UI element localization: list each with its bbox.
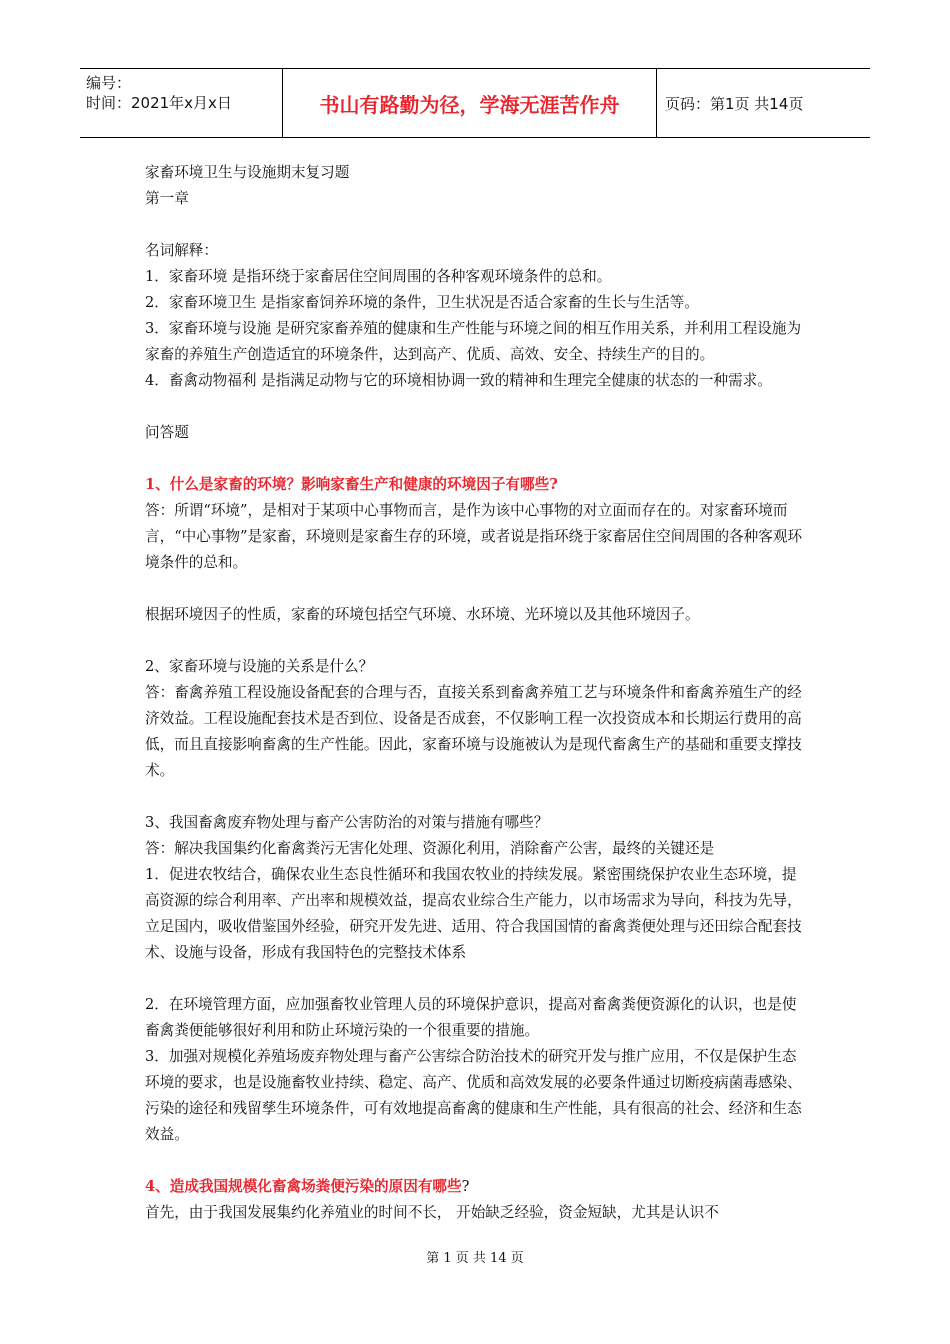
answer-4: 首先，由于我国发展集约化养殖业的时间不长， 开始缺乏经验，资金短缺，尤其是认识不: [145, 1204, 719, 1221]
term-4: 4．畜禽动物福利 是指满足动物与它的环境相协调一致的精神和生理完全健康的状态的一种需求。: [145, 372, 772, 389]
question-4-line: [145, 1174, 810, 1200]
answer-2: 答：畜禽养殖工程设施设备配套的合理与否，直接关系到畜禽养殖工艺与环境条件和畜禽养殖生产的经济效益。工程设施配套技术是否到位、设备是否成套，不仅影响工程一次投资成本和长期运行费用的高低，而且直接影响畜禽的生产性能。因此，家畜环境与设施被认为是现代畜禽生产的基础和重要支撑技术。: [145, 684, 802, 779]
page-label: 页码：第1页 共14页: [665, 94, 804, 113]
header-table: [80, 68, 870, 138]
answer-1: 答：所谓“环境”，是相对于某项中心事物而言，是作为该中心事物的对立面而存在的。对家畜环境而言，“中心事物”是家畜，环境则是家畜生存的环境，或者说是指环绕于家畜居住空间周围的各种客观环境条件的总和。: [145, 502, 803, 571]
chapter-heading: 第一章: [145, 190, 189, 207]
term-3: 3．家畜环境与设施 是研究家畜养殖的健康和生产性能与环境之间的相互作用关系，并利用工程设施为家畜的养殖生产创造适宜的环境条件，达到高产、优质、高效、安全、持续生产的目的。: [145, 320, 802, 363]
number-label: 编号：: [86, 74, 132, 92]
time-label: 时间：2021年x月x日: [86, 94, 232, 112]
answer-1b: 根据环境因子的性质，家畜的环境包括空气环境、水环境、光环境以及其他环境因子。: [145, 606, 700, 623]
answer-3-point-2: 2．在环境管理方面，应加强畜牧业管理人员的环境保护意识，提高对畜禽粪便资源化的认识，也是使畜禽粪便能够很好利用和防止环境污染的一个很重要的措施。: [145, 996, 797, 1039]
term-1: 1．家畜环境 是指环绕于家畜居住空间周围的各种客观环境条件的总和。: [145, 268, 612, 285]
qa-heading: 问答题: [145, 424, 189, 441]
page-footer: 第 1 页 共 14 页: [426, 1251, 524, 1266]
answer-3: 答：解决我国集约化畜禽粪污无害化处理、资源化利用，消除畜产公害，最终的关键还是: [145, 840, 715, 857]
question-2: 2、家畜环境与设施的关系是什么？: [145, 658, 374, 675]
header-left-cell: [80, 69, 282, 137]
doc-title: 家畜环境卫生与设施期末复习题: [145, 164, 350, 181]
question-3: 3、我国畜禽废弃物处理与畜产公害防治的对策与措施有哪些？: [145, 814, 549, 831]
question-4: 4、造成我国规模化畜禽场粪便污染的原因有哪些: [145, 1178, 462, 1195]
answer-3-point-3: 3．加强对规模化养殖场废弃物处理与畜产公害综合防治技术的研究开发与推广应用，不仅是保护生态环境的要求，也是设施畜牧业持续、稳定、高产、优质和高效发展的必要条件通过切断疫病菌毒感染、污染的途径和残留孳生环境条件，可有效地提高畜禽的健康和生产性能，具有很高的社会、经济和生态效益。: [145, 1048, 802, 1143]
term-2: 2．家畜环境卫生 是指家畜饲养环境的条件，卫生状况是否适合家畜的生长与生活等。: [145, 294, 699, 311]
question-4-mark: ?: [461, 1178, 470, 1195]
motto: 书山有路勤为径，学海无涯苦作舟: [282, 69, 657, 137]
answer-3-point-1: 1．促进农牧结合，确保农业生态良性循环和我国农牧业的持续发展。紧密围绕保护农业生态环境，提高资源的综合利用率、产出率和规模效益，提高农业综合生产能力，以市场需求为导向，科技为先导，立足国内，吸收借鉴国外经验，研究开发先进、适用、符合我国国情的畜禽粪便处理与还田综合配套技术、设施与设备，形成有我国特色的完整技术体系: [145, 866, 802, 961]
terms-heading: 名词解释：: [145, 242, 218, 259]
document-body: [145, 160, 810, 1226]
question-1: 1、什么是家畜的环境？影响家畜生产和健康的环境因子有哪些?: [145, 476, 558, 493]
